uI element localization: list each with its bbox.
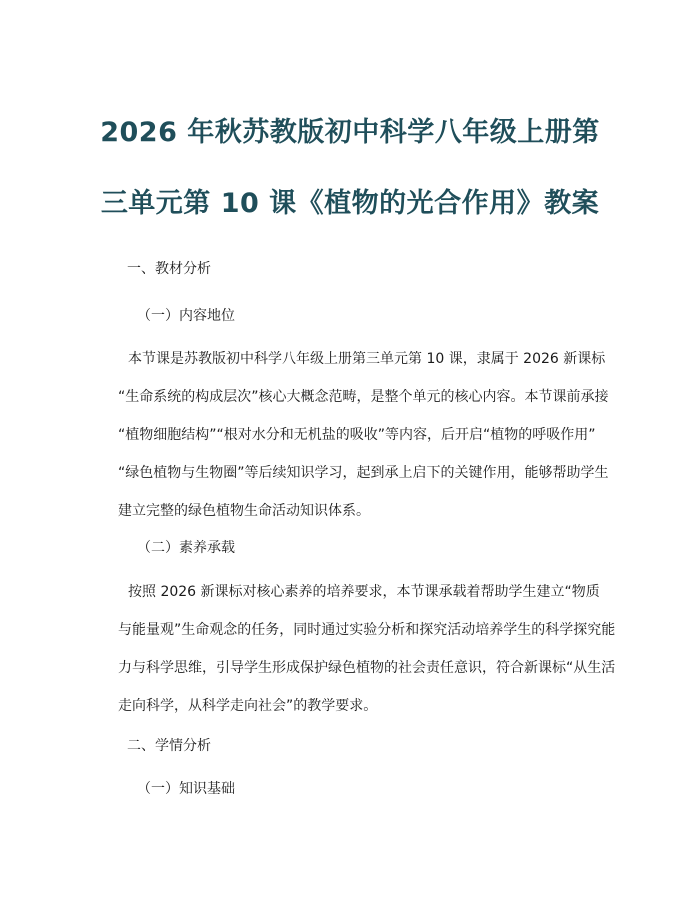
paragraph-literacy xyxy=(118,573,614,725)
section-heading-student-analysis: 二、学情分析 xyxy=(127,738,211,754)
subsection-heading-content-position: （一）内容地位 xyxy=(137,308,235,324)
document-title-line-2: 三单元第 10 课《植物的光合作用》教案 xyxy=(100,188,600,219)
subsection-heading-knowledge-base: （一）知识基础 xyxy=(137,781,235,797)
paragraph-content-position xyxy=(118,340,614,530)
paragraph-line: 建立完整的绿色植物生命活动知识体系。 xyxy=(118,503,370,519)
section-heading-textbook-analysis: 一、教材分析 xyxy=(127,261,211,277)
document-title-line-1: 2026 年秋苏教版初中科学八年级上册第 xyxy=(100,117,600,148)
paragraph-line: 力与科学思维，引导学生形成保护绿色植物的社会责任意识，符合新课标“从生活 xyxy=(118,660,616,676)
paragraph-line: “生命系统的构成层次”核心大概念范畴，是整个单元的核心内容。本节课前承接 xyxy=(118,389,609,405)
paragraph-line: “植物细胞结构”“根对水分和无机盐的吸收”等内容，后开启“植物的呼吸作用” xyxy=(118,427,596,443)
paragraph-line: 与能量观”生命观念的任务，同时通过实验分析和探究活动培养学生的科学探究能 xyxy=(118,622,616,638)
paragraph-line: 走向科学，从科学走向社会”的教学要求。 xyxy=(118,698,378,714)
paragraph-line: “绿色植物与生物圈”等后续知识学习，起到承上启下的关键作用，能够帮助学生 xyxy=(118,465,609,481)
paragraph-line: 按照 2026 新课标对核心素养的培养要求，本节课承载着帮助学生建立“物质 xyxy=(128,584,600,600)
paragraph-line: 本节课是苏教版初中科学八年级上册第三单元第 10 课，隶属于 2026 新课标 xyxy=(128,351,606,367)
subsection-heading-literacy: （二）素养承载 xyxy=(137,540,235,556)
